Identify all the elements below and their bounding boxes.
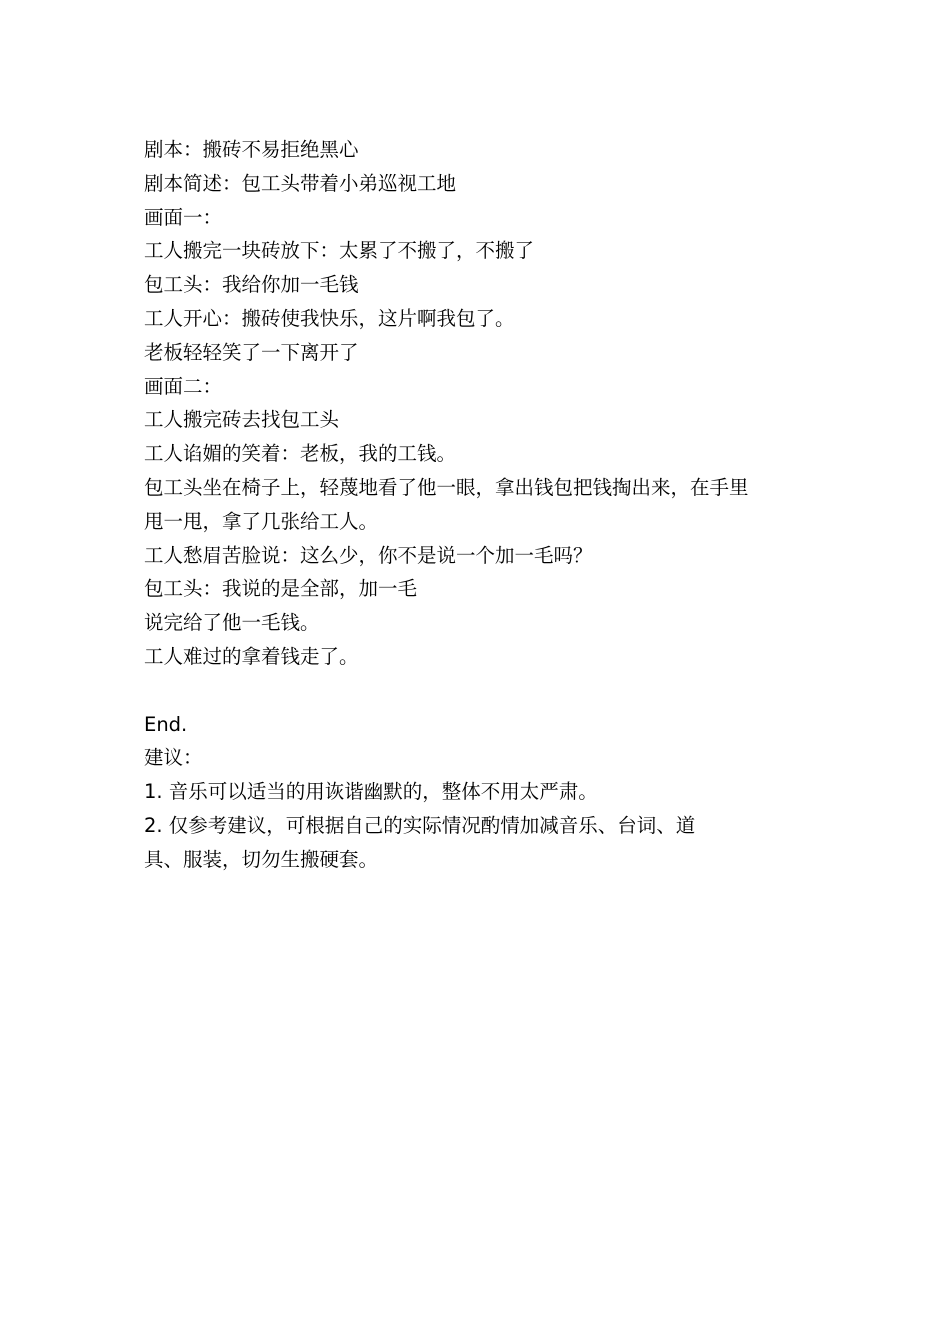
scene-2-line: 包工头：我说的是全部，加一毛 [144, 577, 418, 601]
scene-2-line: 说完给了他一毛钱。 [144, 611, 320, 635]
suggestion-line: 2. 仅参考建议，可根据自己的实际情况酌情加减音乐、台词、道 [144, 813, 696, 837]
scene-2-line: 包工头坐在椅子上，轻蔑地看了他一眼，拿出钱包把钱掏出来，在手里 [144, 475, 749, 499]
scene-2-line: 甩一甩，拿了几张给工人。 [144, 509, 379, 533]
scene-1-line: 包工头：我给你加一毛钱 [144, 273, 359, 297]
scene-2-line: 工人搬完砖去找包工头 [144, 408, 340, 432]
scene-1-line: 老板轻轻笑了一下离开了 [144, 340, 359, 364]
scene-2-line: 工人难过的拿着钱走了。 [144, 644, 359, 668]
blank-line [144, 674, 804, 708]
scene-1-line: 工人搬完一块砖放下：太累了不搬了，不搬了 [144, 239, 535, 263]
end-marker: End. [144, 712, 188, 736]
suggestion-line: 1. 音乐可以适当的用诙谐幽默的，整体不用太严肃。 [144, 780, 598, 804]
suggestion-line: 具、服装，切勿生搬硬套。 [144, 847, 379, 871]
scene-1-line: 工人开心：搬砖使我快乐，这片啊我包了。 [144, 306, 515, 330]
script-summary: 剧本简述：包工头带着小弟巡视工地 [144, 171, 457, 195]
scene-2-line: 工人谄媚的笑着：老板，我的工钱。 [144, 442, 457, 466]
document-body [144, 133, 804, 877]
script-title: 剧本：搬砖不易拒绝黑心 [144, 138, 359, 161]
scene-2-heading: 画面二： [144, 374, 223, 398]
scene-1-heading: 画面一： [144, 205, 223, 229]
suggestions-heading: 建议： [144, 746, 203, 770]
scene-2-line: 工人愁眉苦脸说：这么少，你不是说一个加一毛吗？ [144, 543, 593, 567]
